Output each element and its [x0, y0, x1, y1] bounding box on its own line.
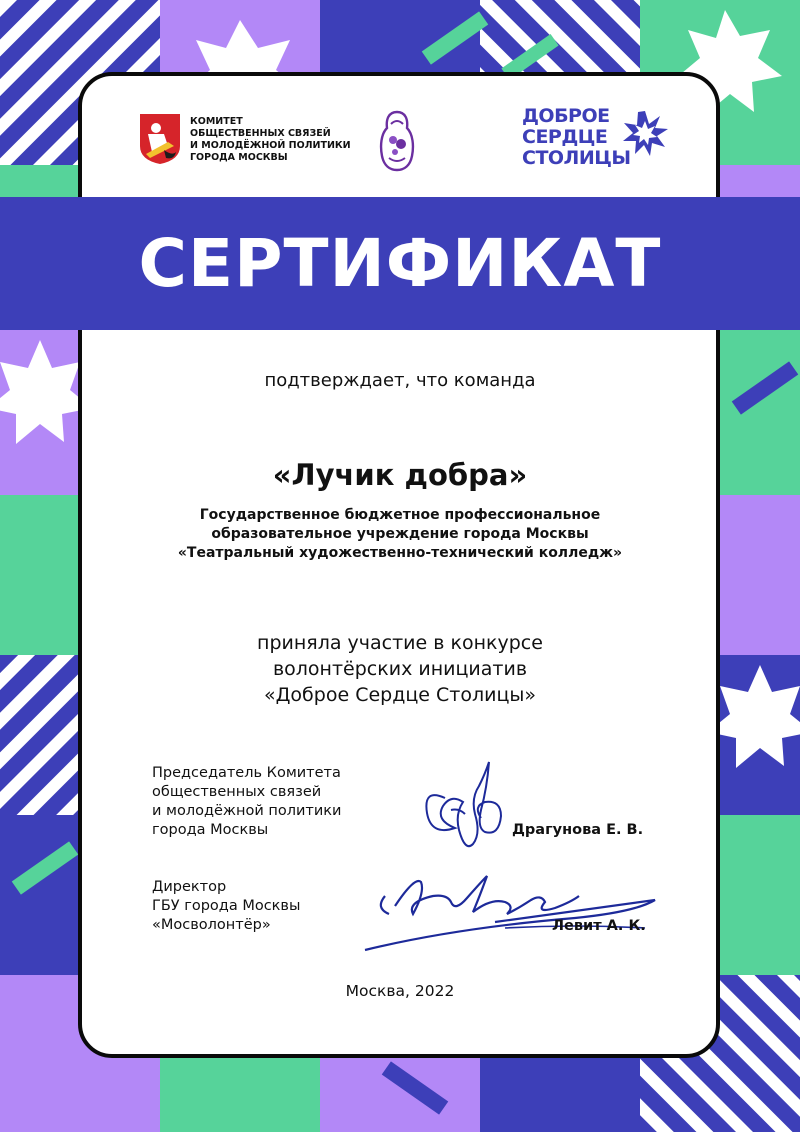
signatory-title-line: ГБУ города Москвы: [152, 898, 301, 914]
project-logo: [522, 106, 672, 176]
project-logo-line: СТОЛИЦЫ: [522, 147, 631, 169]
participation-line: «Доброе Сердце Столицы»: [263, 684, 537, 706]
project-logo-line: ДОБРОЕ: [522, 105, 610, 127]
participation-text: [80, 630, 720, 708]
institution-line: образовательное учреждение города Москвы: [211, 526, 589, 542]
participation-line: волонтёрских инициатив: [272, 658, 528, 680]
team-name: «Лучик добра»: [272, 458, 528, 492]
signature-icon: [415, 758, 515, 858]
committee-line: ОБЩЕСТВЕННЫХ СВЯЗЕЙ: [190, 128, 331, 139]
participation-line: приняла участие в конкурсе: [257, 632, 543, 654]
project-logo-line: СЕРДЦЕ: [522, 126, 608, 148]
signatory-title-line: и молодёжной политики: [152, 803, 342, 819]
signatory-title-line: Директор: [152, 879, 227, 895]
confirms-text: подтверждает, что команда: [264, 370, 536, 391]
committee-line: И МОЛОДЁЖНОЙ ПОЛИТИКИ: [190, 140, 351, 151]
signatory-title-line: Председатель Комитета: [152, 765, 341, 781]
signatory-title-line: «Мосволонтёр»: [152, 917, 271, 933]
signatory-title: [152, 878, 300, 935]
star-burst-icon: [622, 110, 668, 156]
signatory-title-line: общественных связей: [152, 784, 322, 800]
city-year: Москва, 2022: [345, 982, 455, 1000]
institution-line: «Театральный художественно-технический колледж»: [177, 545, 623, 561]
institution-line: Государственное бюджетное профессиональное: [199, 507, 601, 523]
signatory-name: Левит А. К.: [552, 918, 646, 934]
signatory-title-line: города Москвы: [152, 822, 269, 838]
title-banner: [0, 197, 800, 330]
project-logo-text: [522, 106, 631, 169]
committee-line: КОМИТЕТ: [190, 116, 243, 127]
signatory-title: [152, 764, 341, 840]
committee-line: ГОРОДА МОСКВЫ: [190, 152, 288, 163]
signatory-name: Драгунова Е. В.: [512, 822, 644, 838]
institution-name: [80, 506, 720, 563]
committee-name: [190, 116, 351, 164]
signature-icon: [355, 868, 660, 958]
certificate-title: СЕРТИФИКАТ: [138, 225, 662, 302]
moscow-coat-of-arms-icon: [138, 112, 182, 166]
matryoshka-icon: [378, 110, 416, 172]
header-logos: [82, 76, 716, 200]
